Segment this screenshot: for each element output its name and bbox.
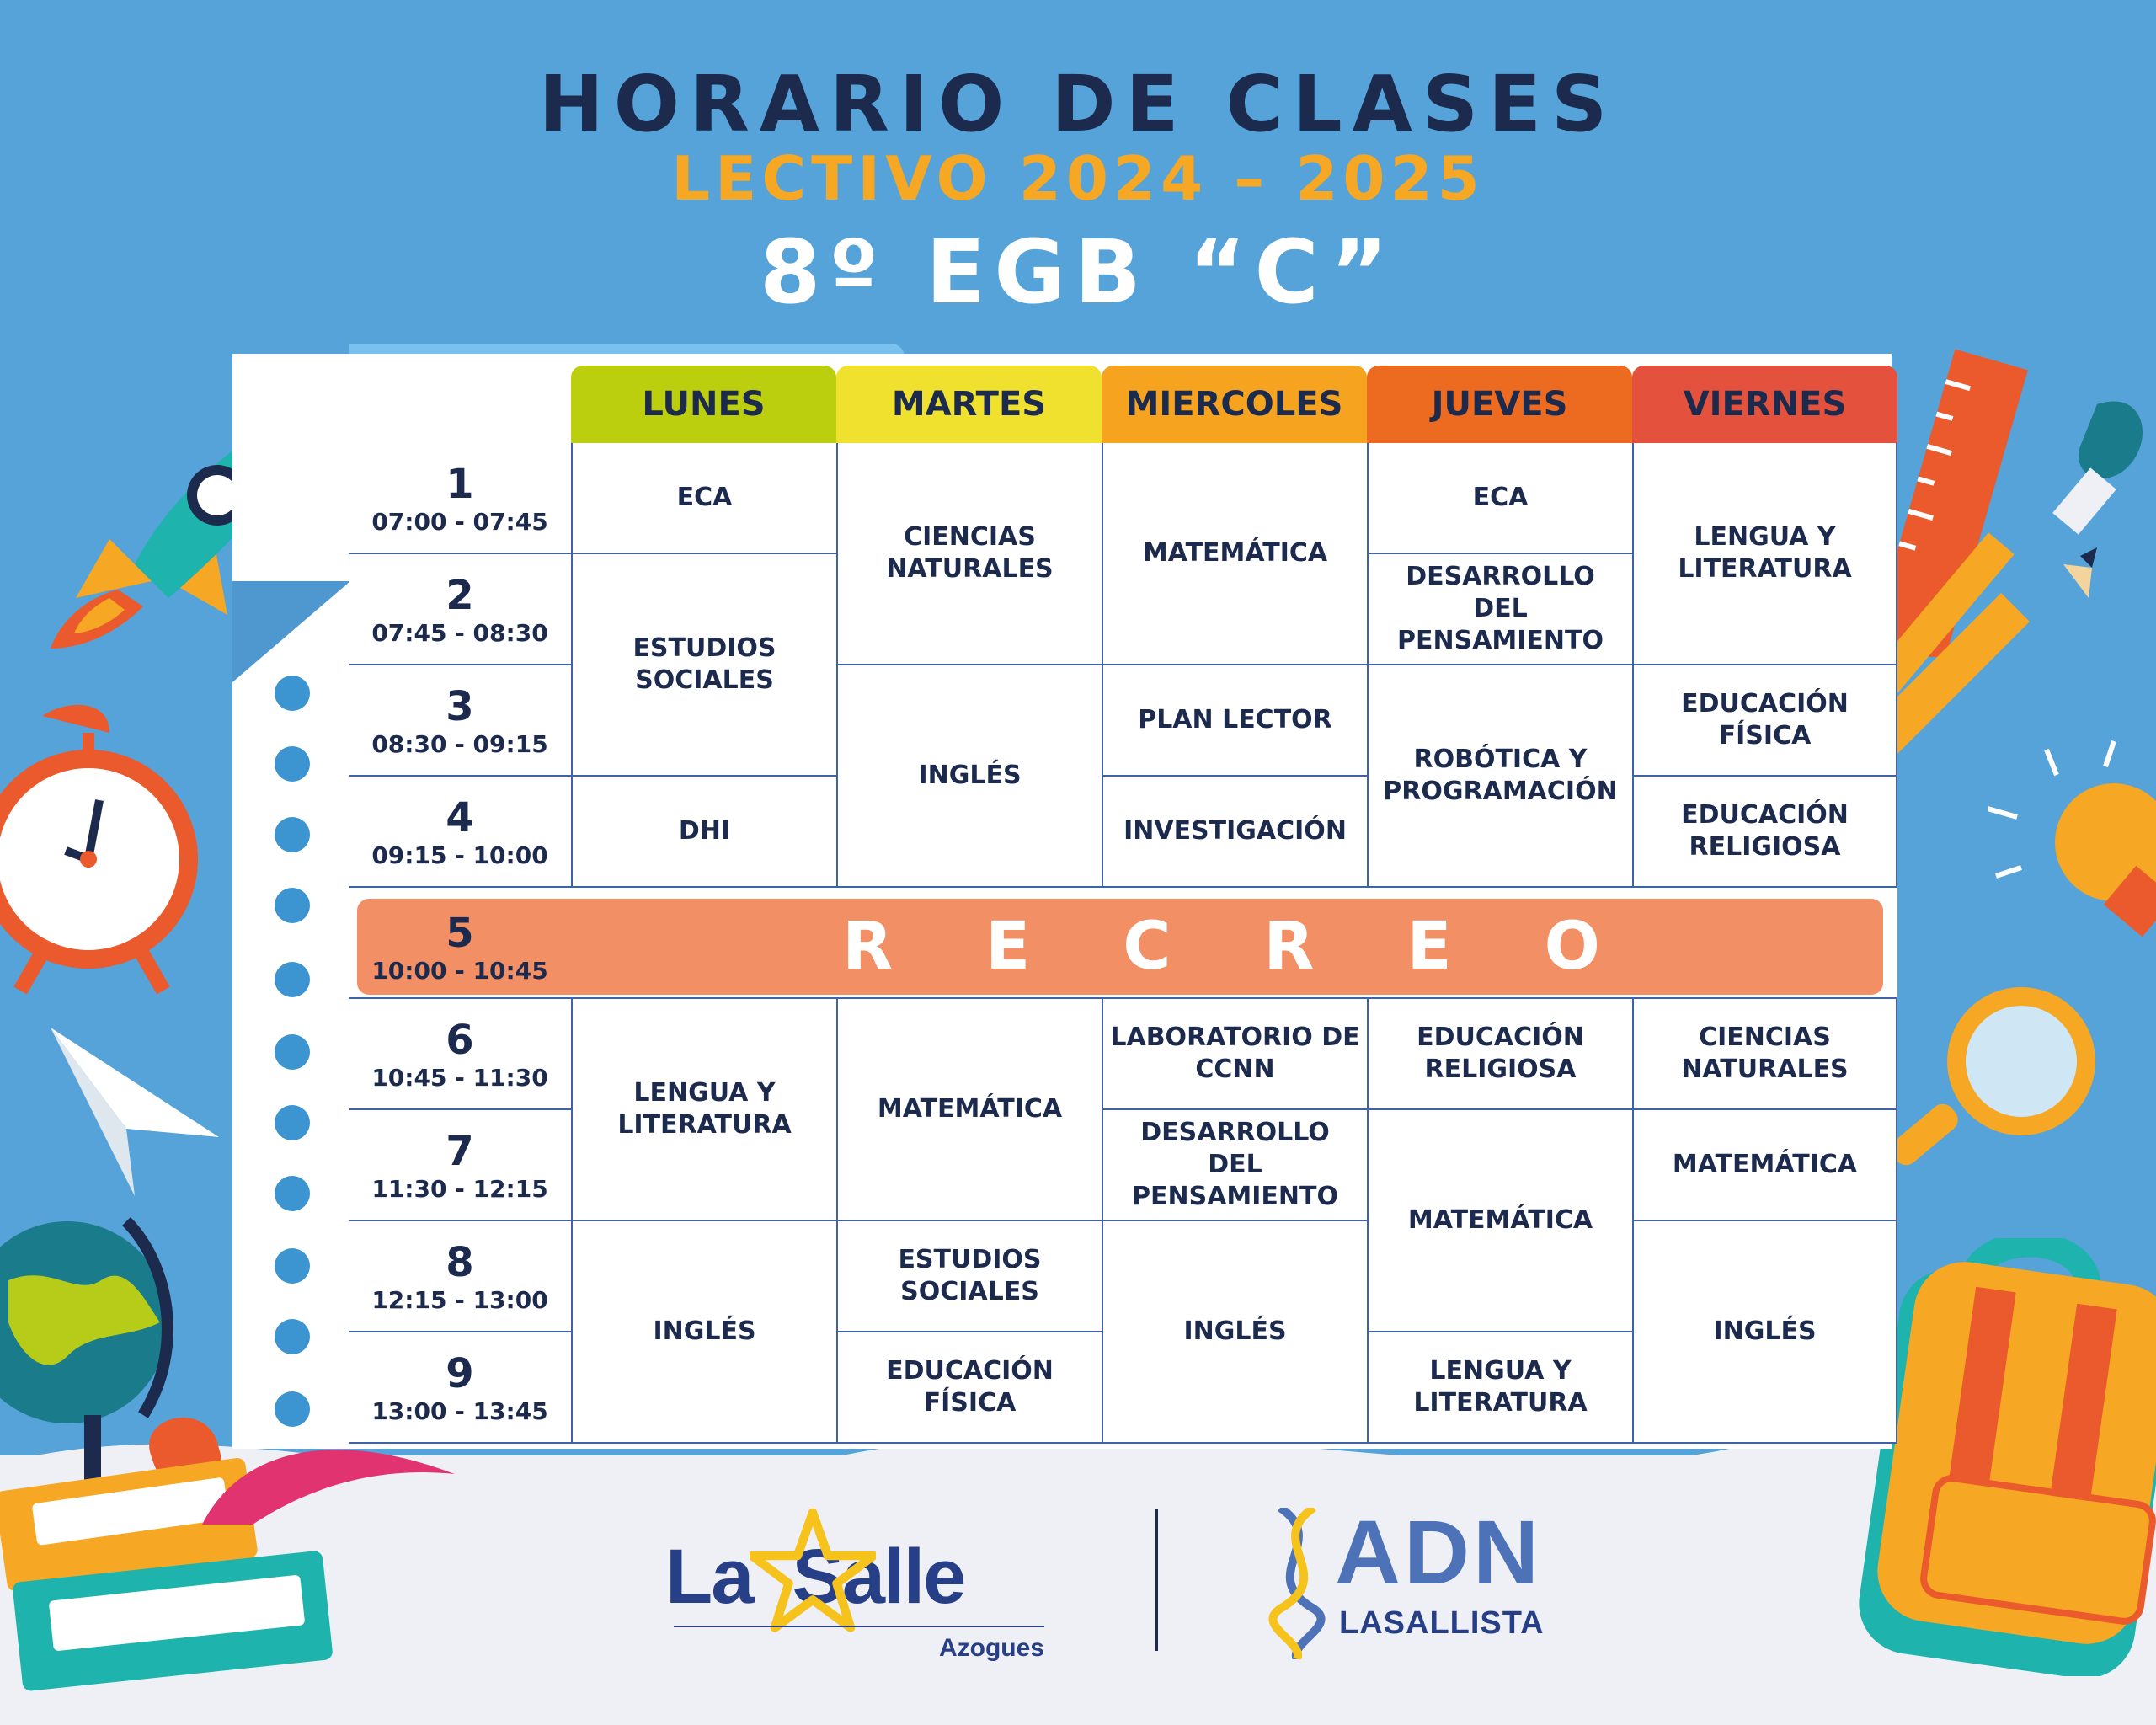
binder-ring [275, 1034, 310, 1070]
binder-ring [275, 1391, 310, 1427]
binder-ring [275, 746, 310, 782]
adn-subtitle: LASALLISTA [1339, 1605, 1545, 1641]
binder-ring [275, 1248, 310, 1284]
period-3 [349, 665, 571, 777]
subject-cell: EDUCACIÓN FÍSICA [1632, 665, 1897, 777]
period-number: 6 [446, 1016, 474, 1064]
corner-empty [349, 366, 571, 443]
period-4 [349, 777, 571, 888]
subject-cell: ECA [571, 443, 836, 554]
lasalle-name: La Salle [665, 1534, 965, 1620]
page-title: HORARIO DE CLASES [538, 59, 1618, 149]
dna-icon [1263, 1508, 1331, 1659]
subject-cell: LABORATORIO DE CCNN [1102, 999, 1367, 1110]
recess-letter: R [842, 909, 894, 985]
period-7 [349, 1110, 571, 1221]
period-2 [349, 554, 571, 665]
subject-cell: INGLÉS [1102, 1221, 1367, 1444]
subject-cell: DESARROLLO DEL PENSAMIENTO [1367, 554, 1632, 665]
period-time: 11:30 - 12:15 [371, 1174, 548, 1203]
school-year: LECTIVO 2024 – 2025 [671, 143, 1485, 214]
period-9 [349, 1332, 571, 1444]
period-time: 08:30 - 09:15 [371, 729, 548, 758]
day-header-jueves: JUEVES [1367, 366, 1632, 443]
lasalle-logo [665, 1508, 1061, 1676]
subject-cell: LENGUA Y LITERATURA [571, 999, 836, 1221]
paper-plane-icon [51, 1028, 227, 1204]
period-time: 10:45 - 11:30 [371, 1063, 548, 1092]
binder-ring [275, 1319, 310, 1354]
magnifier-icon [1886, 977, 2105, 1179]
adn-title: ADN [1335, 1501, 1542, 1603]
period-number: 4 [446, 793, 474, 841]
subject-cell: MATEMÁTICA [836, 999, 1102, 1221]
subject-cell: EDUCACIÓN RELIGIOSA [1632, 777, 1897, 888]
recess-letter: O [1544, 909, 1600, 985]
lightbulb-icon [1988, 733, 2156, 969]
recess-letter: R [1263, 909, 1315, 985]
binder-ring [275, 1176, 310, 1211]
subject-cell: PLAN LECTOR [1102, 665, 1367, 777]
adn-lasallista-logo [1263, 1499, 1545, 1659]
recess-letter: E [1406, 909, 1452, 985]
day-header-lunes: LUNES [571, 366, 836, 443]
binder-ring [275, 888, 310, 923]
subject-cell: ROBÓTICA Y PROGRAMACIÓN [1367, 665, 1632, 888]
period-number: 1 [446, 460, 474, 508]
period-time: 07:45 - 08:30 [371, 618, 548, 647]
period-time: 07:00 - 07:45 [371, 507, 548, 536]
period-time: 12:15 - 13:00 [371, 1285, 548, 1314]
subject-cell: INGLÉS [836, 665, 1102, 888]
subject-cell: ESTUDIOS SOCIALES [836, 1221, 1102, 1332]
recess-letter: C [1123, 909, 1171, 985]
subject-cell: EDUCACIÓN FÍSICA [836, 1332, 1102, 1444]
day-header-miercoles: MIERCOLES [1102, 366, 1367, 443]
day-header-martes: MARTES [836, 366, 1102, 443]
period-1 [349, 443, 571, 554]
period-number: 3 [446, 682, 474, 730]
subject-cell: MATEMÁTICA [1367, 1110, 1632, 1332]
lasalle-city: Azogues [938, 1634, 1044, 1662]
subject-cell: EDUCACIÓN RELIGIOSA [1367, 999, 1632, 1110]
subject-cell: LENGUA Y LITERATURA [1367, 1332, 1632, 1444]
period-number: 9 [446, 1349, 474, 1397]
subject-cell: ESTUDIOS SOCIALES [571, 554, 836, 777]
period-number: 8 [446, 1238, 474, 1286]
recess-letter: E [985, 909, 1031, 985]
period-6 [349, 999, 571, 1110]
binder-ring [275, 1105, 310, 1140]
footer-divider [1155, 1509, 1158, 1651]
day-header-viernes: VIERNES [1632, 366, 1897, 443]
subject-cell: CIENCIAS NATURALES [1632, 999, 1897, 1110]
period-5 [357, 899, 563, 995]
binder-ring [275, 676, 310, 711]
period-number: 2 [446, 571, 474, 619]
subject-cell: DESARROLLO DEL PENSAMIENTO [1102, 1110, 1367, 1221]
binder-ring [275, 962, 310, 997]
subject-cell: INGLÉS [571, 1221, 836, 1444]
subject-cell: INGLÉS [1632, 1221, 1897, 1444]
subject-cell: LENGUA Y LITERATURA [1632, 443, 1897, 665]
period-8 [349, 1221, 571, 1332]
lasalle-underline [674, 1626, 1044, 1627]
subject-cell: CIENCIAS NATURALES [836, 443, 1102, 665]
binder-ring [275, 817, 310, 852]
grade-label: 8º EGB “C” [760, 221, 1396, 323]
period-time: 10:00 - 10:45 [371, 956, 548, 985]
subject-cell: DHI [571, 777, 836, 888]
subject-cell: MATEMÁTICA [1632, 1110, 1897, 1221]
period-number: 7 [446, 1127, 474, 1175]
subject-cell: INVESTIGACIÓN [1102, 777, 1367, 888]
recess-label [842, 899, 1600, 995]
alarm-clock-icon [0, 699, 219, 1019]
period-time: 13:00 - 13:45 [371, 1397, 548, 1425]
period-number: 5 [446, 909, 474, 957]
period-time: 09:15 - 10:00 [371, 841, 548, 869]
subject-cell: ECA [1367, 443, 1632, 554]
subject-cell: MATEMÁTICA [1102, 443, 1367, 665]
star-icon [750, 1508, 876, 1634]
